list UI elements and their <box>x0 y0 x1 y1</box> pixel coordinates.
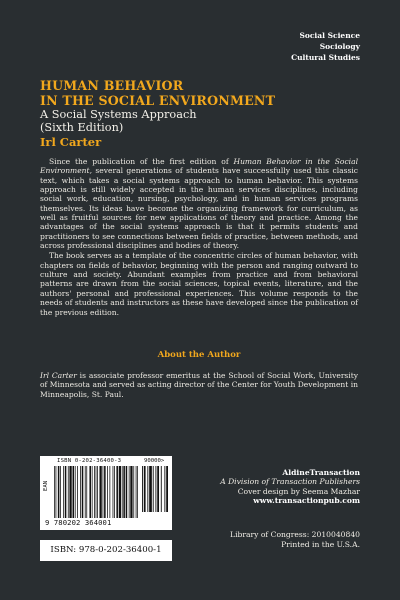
barcode-digits: 9 780202 364001 <box>45 518 112 527</box>
description-paragraph-2: The book serves as a template of the concentric circles of human behavior, with chapters on fields of behavior, beginning with the person and ranging outward to culture and society. Abundant examples from practice and from behavioral patterns are drawn from the social sciences, topical events, literature, and the authors' personal and professional experiences. This volume responds to the needs of students and instructors as these have developed since the publication of the previous edition. <box>40 251 358 317</box>
author-name-italic: Irl Carter <box>40 371 77 380</box>
barcode-bars-icon <box>54 466 138 518</box>
subject-label: Sociology <box>319 42 360 51</box>
subject-label: Cultural Studies <box>291 53 360 62</box>
about-author-text <box>40 371 358 399</box>
library-of-congress-number: Library of Congress: 2010040840 <box>230 530 360 539</box>
book-title-reference: Human Behavior in the Social Environment, <box>40 157 358 176</box>
description-paragraph-1 <box>40 157 358 250</box>
description-text: Since the publication of the first edition of <box>49 157 234 166</box>
barcode-ean-label: EAN <box>43 480 49 492</box>
printed-in-label: Printed in the U.S.A. <box>281 539 360 549</box>
isbn-label: ISBN: 978-0-202-36400-1 <box>40 540 172 561</box>
about-author-paragraph <box>40 371 358 399</box>
barcode-price-code: 90000> <box>144 458 165 464</box>
book-edition: (Sixth Edition) <box>40 121 124 134</box>
barcode-addon-bars-icon <box>142 466 168 512</box>
title-block <box>40 79 370 149</box>
publisher-name: AldineTransaction <box>282 468 360 477</box>
about-author-bio: is associate professor emeritus at the School of Social Work, University of Minnesota and served as acting director of the Center for Youth Development in Minneapolis, St. Paul. <box>40 371 359 399</box>
publisher-website: www.transactionpub.com <box>253 496 360 506</box>
about-author-heading: About the Author <box>157 350 241 360</box>
publisher-info <box>220 468 360 506</box>
library-info <box>230 530 360 549</box>
barcode-isbn-text: ISBN 0-202-36400-3 <box>57 458 122 464</box>
cover-design-credit: Cover design by Seema Mazhar <box>237 486 360 496</box>
book-title-line-2: IN THE SOCIAL ENVIRONMENT <box>40 92 276 108</box>
description-text: several generations of students have successfully used this classic text, which takes a social systems approach to human behavior. This systems approach is still widely accepted in the human services disciplines, including social work, education, nursing, psychology, and in human services programs themselves. Its ideas have become the organizing framework for curriculum, as well as fruitful sources for new applications of theory and practice. Among the advantages of the social systems approach is that it permits students and practitioners to see connections between fields of practice, between methods, and across professional disciplines and bodies of theory. <box>40 166 358 251</box>
publisher-division: A Division of Transaction Publishers <box>220 477 360 487</box>
subject-label: Social Science <box>299 31 360 40</box>
book-title-line-1: HUMAN BEHAVIOR <box>40 78 184 93</box>
book-author: Irl Carter <box>40 135 102 149</box>
barcode <box>40 456 172 530</box>
book-subtitle: A Social Systems Approach <box>40 108 197 121</box>
subject-categories <box>291 30 360 63</box>
book-description <box>40 157 358 317</box>
